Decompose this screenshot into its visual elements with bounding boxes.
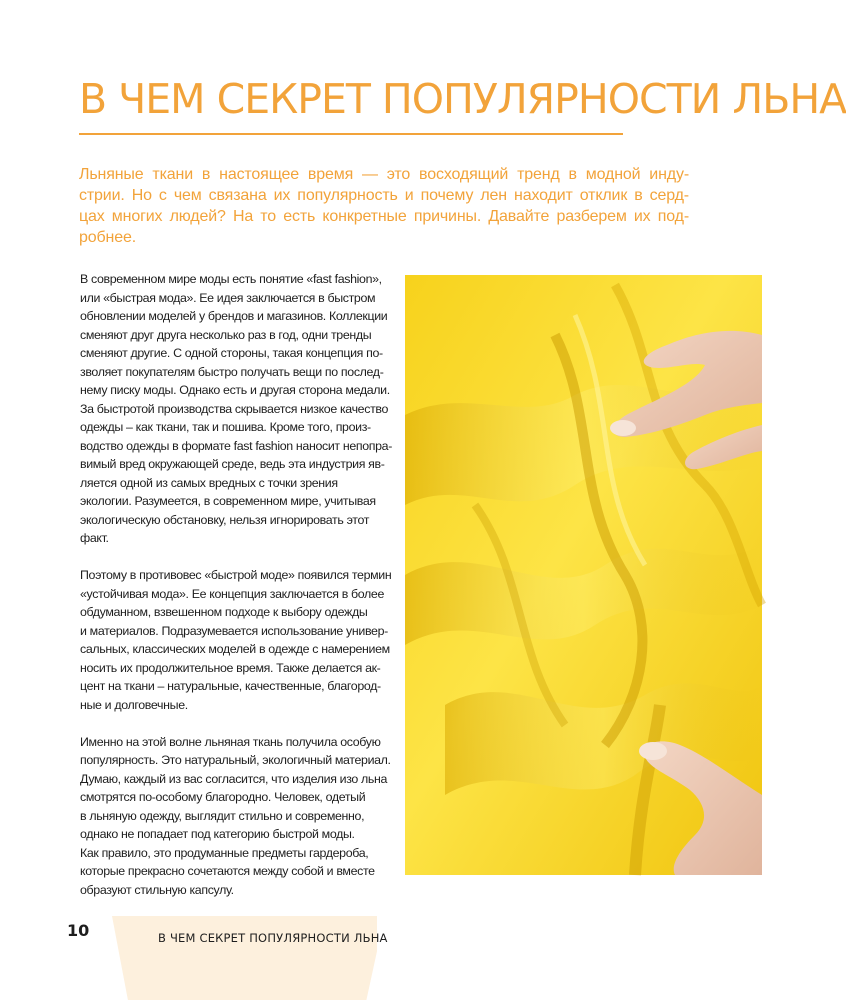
lead-line: стрии. Но с чем связана их популярность и почему лен находит отклик в серд- <box>79 187 689 204</box>
text-line: экологическую обстановку, нельзя игнорировать этот <box>80 512 370 527</box>
text-line: или «быстрая мода». Ее идея заключается в быстром <box>80 290 376 305</box>
text-line: «устойчивая мода». Ее концепция заключается в более <box>80 586 385 601</box>
page-number: 10 <box>67 921 90 940</box>
text-line: сменяют другие. С одной стороны, такая концепция по- <box>80 346 383 360</box>
text-line: Именно на этой волне льняная ткань получила особую <box>80 734 381 749</box>
lead-line: робнее. <box>79 229 136 246</box>
text-line: сальных, классических моделей в одежде с намерением <box>80 642 390 656</box>
text-line: нему писку моды. Однако есть и другая сторона медали. <box>80 383 390 397</box>
text-line: которые прекрасно сочетаются между собой и вместе <box>80 864 375 878</box>
text-line: обновлении моделей у брендов и магазинов. Коллекции <box>80 309 388 323</box>
text-line: Поэтому в противовес «быстрой моде» появился термин <box>80 568 392 582</box>
body-text-column <box>80 270 400 918</box>
text-line: водство одежды в формате fast fashion наносит непопра- <box>80 438 392 453</box>
text-line: носить их продолжительное время. Также делается ак- <box>80 660 381 675</box>
text-line: смотрятся по-особому благородно. Человек, одетый <box>80 790 366 804</box>
text-line: однако не попадает под категорию быстрой моды. <box>80 827 355 841</box>
body-paragraph <box>80 270 400 548</box>
linen-fabric-photo <box>405 275 762 875</box>
text-line: экологии. Разумеется, в современном мире, учитывая <box>80 494 376 508</box>
text-line: в льняную одежду, выглядит стильно и современно, <box>80 808 365 823</box>
running-head: В ЧЕМ СЕКРЕТ ПОПУЛЯРНОСТИ ЛЬНА <box>158 931 388 945</box>
page-title: В ЧЕМ СЕКРЕТ ПОПУЛЯРНОСТИ ЛЬНА <box>79 75 846 123</box>
text-line: одежды – как ткани, так и пошива. Кроме того, произ- <box>80 420 371 434</box>
footer-band <box>112 916 377 1000</box>
text-line: цент на ткани – натуральные, качественные, благород- <box>80 679 381 693</box>
text-line: Думаю, каждый из вас согласится, что изделия изо льна <box>80 771 388 786</box>
body-paragraph <box>80 733 400 900</box>
lead-paragraph <box>79 164 689 248</box>
text-line: В современном мире моды есть понятие «fast fashion», <box>80 272 382 286</box>
title-underline <box>79 133 623 135</box>
lead-line: Льняные ткани в настоящее время — это восходящий тренд в модной инду- <box>79 166 689 183</box>
text-line: факт. <box>80 531 109 545</box>
text-line: популярность. Это натуральный, экологичный материал. <box>80 753 391 767</box>
text-line: сменяют друг друга несколько раз в год, одни тренды <box>80 327 372 342</box>
text-line: Как правило, это продуманные предметы гардероба, <box>80 845 369 860</box>
body-paragraph <box>80 566 400 714</box>
text-line: ные и долговечные. <box>80 697 188 712</box>
text-line: ляется одной из самых вредных с точки зрения <box>80 475 338 490</box>
text-line: и материалов. Подразумевается использование универ- <box>80 623 388 638</box>
lead-line: цах многих людей? На то есть конкретные причины. Давайте разберем их под- <box>79 208 689 225</box>
text-line: зволяет покупателям быстро получать вещи по послед- <box>80 364 384 379</box>
fabric-illustration <box>405 275 762 875</box>
text-line: вимый вред окружающей среде, ведь эта индустрия яв- <box>80 457 385 471</box>
text-line: За быстротой производства скрывается низкое качество <box>80 401 389 416</box>
text-line: обдуманном, взвешенном подходе к выбору одежды <box>80 605 368 619</box>
text-line: образуют стильную капсулу. <box>80 882 234 897</box>
